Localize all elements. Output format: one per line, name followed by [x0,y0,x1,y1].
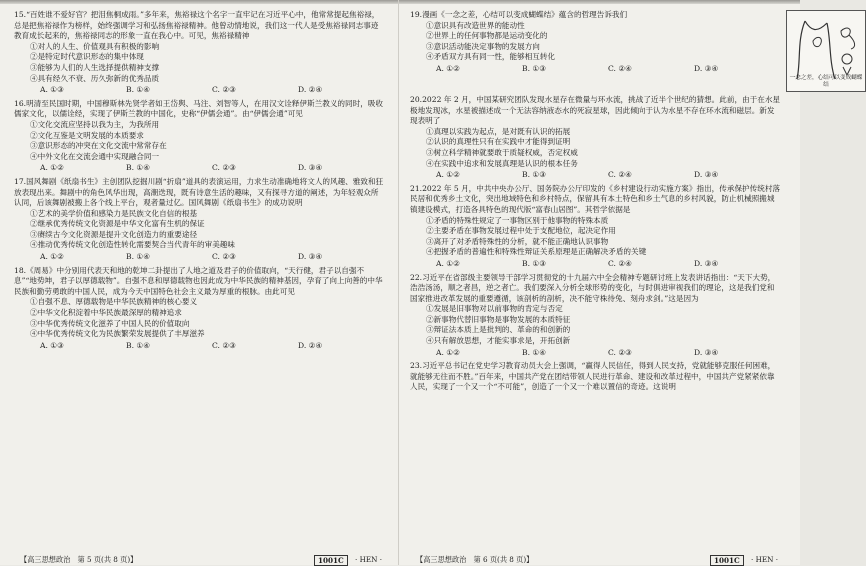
option: ①意识具有改造世界的能动性 [426,20,525,30]
choice-d: D. ③④ [694,347,719,357]
choice-b: B. ①④ [522,347,547,357]
choice-c: C. ②③ [212,340,236,350]
choice-d: D. ③④ [298,252,323,262]
question-22 [410,273,782,359]
page-gutter [398,0,399,565]
question-18 [14,266,386,352]
choice-d: D. ③④ [298,163,323,173]
cartoon-drawing [787,11,865,81]
footer-brand: · HEN · [355,555,382,564]
question-23 [410,361,782,393]
question-19 [410,10,863,92]
option: ①矛盾的特殊性规定了一事物区别于他事物的特殊本质 [426,215,609,225]
question-stem: 16.明清至民国时期，中国穆斯林先贤学者如王岱舆、马注、刘智等人，在用汉文诠释伊斯兰教义的同时，吸收儒家文化，以儒诠经，实现了伊斯兰教的中国化，史称“伊儒会通”。由“伊儒会通”可见 [14,98,383,119]
choice-a: A. ①② [436,347,460,357]
choice-b: B. ①③ [522,170,547,180]
option: ④中华优秀传统文化为民族繁荣发展提供了丰厚滋养 [30,329,205,339]
option: ②中华文化积淀着中华民族最深厚的精神追求 [30,308,182,318]
option: ④只有解放思想，才能实事求是，开拓创新 [426,336,571,346]
choice-d: D. ③④ [694,63,719,73]
question-15 [14,10,386,96]
choice-c: C. ②④ [608,258,632,268]
footer-code: 1001C [314,555,348,566]
option: ④推动优秀传统文化创造性转化需要契合当代青年的审美趣味 [30,240,236,250]
option: ④矛盾双方具有同一性，能够相互转化 [426,52,556,62]
answer-choices [436,348,782,359]
option: ②世界上的任何事物都是运动变化的 [426,31,548,41]
answer-choices [436,64,780,75]
option: ③离开了对矛盾特殊性的分析，就不能正确地认识事物 [426,236,609,246]
choice-a: A. ①③ [40,85,64,95]
option: ②文化互鉴是文明发展的本质要求 [30,130,144,140]
choice-b: B. ①④ [126,85,151,95]
question-stem: 23.习近平总书记在党史学习教育动员大会上强调，“赢得人民信任，得到人民支持，党就能够克服任何困难，就能够无往而不胜。”百年来，中国共产党在团结带领人民进行革命、建设和改革过程中，中国共产党紧紧依靠人民，实现了一个又一个“不可能”，创造了一个又一个难以置信的奇迹。这说明 [410,361,776,392]
choice-b: B. ①③ [522,258,547,268]
option: ④具有经久不衰、历久弥新的优秀品质 [30,73,160,83]
choice-c: C. ②④ [608,63,632,73]
question-stem: 19.漫画《一念之差，心结可以变成蝴蝶结》蕴含的哲理告诉我们 [410,10,628,19]
footer-page-label: 【高三思想政治 第 6 页(共 8 页)】 [416,555,534,564]
choice-c: C. ②③ [608,347,632,357]
choice-d: D. ②④ [298,340,323,350]
answer-choices [40,341,386,352]
choice-a: A. ①③ [40,340,64,350]
choice-b: B. ①④ [126,252,151,262]
option: ③意识活动能决定事物的发展方向 [426,41,540,51]
footer-page-label: 【高三思想政治 第 5 页(共 8 页)】 [20,555,138,564]
option: ②认识的真理性只有在实践中才能得到证明 [426,137,571,147]
footer-code: 1001C [710,555,744,566]
answer-choices [436,170,782,181]
choice-b: B. ①④ [126,340,151,350]
right-page [410,10,863,565]
option: ②继承优秀传统文化资源是中华文化富有生机的保证 [30,219,205,229]
choice-a: A. ①② [436,63,460,73]
answer-choices [436,259,782,270]
option: ④在实践中追求和发展真理是认识的根本任务 [426,158,578,168]
option: ④把握矛盾的普遍性和特殊性辩证关系原理是正确解决矛盾的关键 [426,247,647,257]
option: ①文化交流应坚持以我为主，为我所用 [30,119,160,129]
choice-c: C. ②③ [212,85,236,95]
option: ①真理以实践为起点，是对既有认识的拓展 [426,126,571,136]
question-stem: 17.国风舞剧《纸扇书生》主创团队挖掘川剧“折扇”道具的表演运用，力求生动准确地将文人的风趣、雅致和狂放表现出来。舞剧中的角色风华出现，高潮迭现，既有诗意生活的趣味，又有探寻方道的阐述，为年轻观众所认同，后该舞剧被搬上各个线上平台，观者量过亿。国风舞剧《纸扇书生》的成功说明 [14,176,384,208]
option: ①艺术的美学价值和感染力是民族文化自信的根基 [30,208,198,218]
answer-choices [40,163,386,174]
choice-a: A. ①② [436,170,460,180]
answer-choices [40,85,386,96]
cartoon-caption: 一念之差，心结可以变成蝴蝶结 [789,75,863,88]
choice-d: D. ③④ [694,170,719,180]
footer-brand: · HEN · [751,555,778,564]
cartoon-image [786,10,866,92]
choice-b: B. ①④ [126,163,151,173]
left-page [14,10,386,565]
option: ②是特定时代意识形态的集中体现 [30,52,144,62]
option: ①发展是旧事物对以前事物的肯定与否定 [426,304,563,314]
choice-b: B. ①③ [522,63,547,73]
choice-a: A. ①② [436,258,460,268]
option: ④中外文化在交流会通中实现融合同一 [30,151,160,161]
question-stem: 21.2022 年 5 月，中共中央办公厅、国务院办公厅印发的《乡村建设行动实施方案》指出，传承保护传统村落民居和优秀乡土文化，突出地域特色和乡村特点，保留具有本土特色和乡土气息的乡村风貌，防止机械照搬城镇建设模式，打造各具特色的现代版“富春山居图”。其哲学依据是 [410,183,781,214]
question-17 [14,177,386,263]
question-16 [14,99,386,174]
option: ②主要矛盾在事物发展过程中处于支配地位，起决定作用 [426,226,616,236]
question-stem: 18.《周易》中分别用代表天和地的乾坤二卦提出了人地之道及君子的价值取向，“天行健，君子以自强不息”“地势坤，君子以厚德载物”。自强不息和厚德载物也因此成为中华民族的精神基因，孕育了向上向善的中华民族和勤劳勇敢的中国人民，成为今天中国特色社会主义最为厚重的根脉。由此可见 [14,265,383,296]
option: ①对人的人生、价值观具有积极的影响 [30,41,160,51]
option: ①自强不息、厚德载物是中华民族精神的核心要义 [30,297,198,307]
question-stem: 22.习近平在省部级主要领导干部学习贯彻党的十九届六中全会精神专题研讨班上发表讲话指出：“天下大势，浩浩汤汤，顺之者昌，逆之者亡。我们要深入分析全球形势的变化，与时俱进审视我们的理论，这是我们党和国家推进改革发展的重要遵循，该剖析的剖析，决不能守株待兔、刻舟求剑。”这是因为 [410,272,776,303]
question-20 [410,95,782,181]
choice-c: C. ②③ [212,252,236,262]
choice-a: A. ①② [40,252,64,262]
option: ②新事物代替旧事物是事物发展的本质特征 [426,314,571,324]
choice-a: A. ①② [40,163,64,173]
question-stem: 15.“百姓谁不爱好官？把泪焦桐成雨。”多年来，焦裕禄这个名字一直牢记在习近平心中，他常常提起焦裕禄，总是把焦裕禄作为榜样，始终强调学习和弘扬焦裕禄精神。他曾动情地说，我们这一代人是受焦裕禄同志事迹教育成长起来的，焦裕禄同志的形象一直在我心中。可见，焦裕禄精神 [14,10,380,41]
question-stem: 20.2022 年 2 月，中国某研究团队发现水星存在微量与环水流，挑战了近半个世纪的猜想。此前，由于在水星极地发现冰，水星被描述成一个无法容纳液态水的死寂星球，因此倾向于认为水星不存在环水流和磁层。新发现表明了 [410,95,781,126]
choice-c: C. ②④ [608,170,632,180]
option: ③赓续古今文化资源是提升文化创造力的重要途径 [30,229,198,239]
choice-d: D. ③④ [694,258,719,268]
option: ③辩证法本质上是批判的、革命的和创新的 [426,325,571,335]
choice-c: C. ②③ [212,163,236,173]
choice-d: D. ②④ [298,85,323,95]
option: ③中华优秀传统文化滋养了中国人民的价值取向 [30,318,190,328]
answer-choices [40,252,386,263]
option: ③树立科学精神就要敢于质疑权威，否定权威 [426,147,578,157]
page-top-edge [0,0,800,4]
option: ③能够为人们的人生选择提供精神支撑 [30,62,160,72]
option: ③意识形态的冲突在文化交流中常常存在 [30,141,167,151]
question-21 [410,184,782,270]
